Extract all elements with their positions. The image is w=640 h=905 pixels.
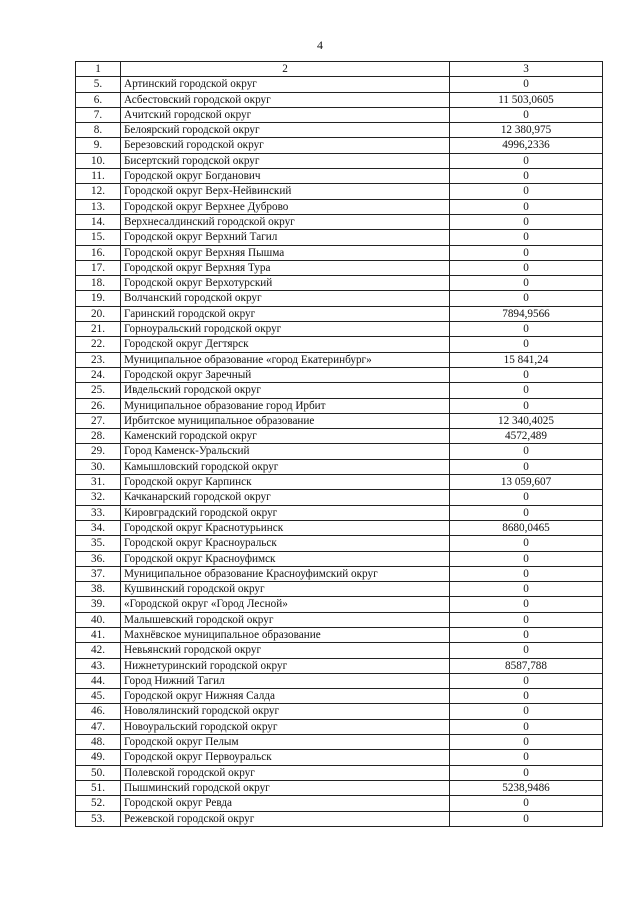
amount-cell: 0 [450,750,603,765]
municipality-name-cell: Пышминский городской округ [121,780,450,795]
row-number-cell: 40. [76,612,121,627]
table-row [76,811,603,826]
table-row [76,582,603,597]
row-number-cell: 24. [76,367,121,382]
amount-cell: 8680,0465 [450,520,603,535]
row-number-cell: 43. [76,658,121,673]
municipality-name-cell: Город Каменск-Уральский [121,444,450,459]
page-number: 4 [317,38,323,52]
municipality-name-cell: Ирбитское муниципальное образование [121,413,450,428]
table-row [76,429,603,444]
amount-cell: 0 [450,107,603,122]
municipality-name-cell: Городской округ Верхний Тагил [121,230,450,245]
row-number-cell: 26. [76,398,121,413]
row-number-cell: 44. [76,673,121,688]
table-row [76,337,603,352]
amount-cell: 0 [450,153,603,168]
table-row [76,536,603,551]
amount-cell: 0 [450,322,603,337]
amount-cell: 7894,9566 [450,306,603,321]
municipality-name-cell: Городской округ Красноуральск [121,536,450,551]
row-number-cell: 11. [76,169,121,184]
amount-cell: 4996,2336 [450,138,603,153]
table-row [76,704,603,719]
amount-cell: 12 380,975 [450,123,603,138]
municipality-name-cell: Качканарский городской округ [121,490,450,505]
municipality-name-cell: Городской округ Краснотурьинск [121,520,450,535]
row-number-cell: 25. [76,383,121,398]
row-number-cell: 33. [76,505,121,520]
municipality-name-cell: Городской округ Богданович [121,169,450,184]
row-number-cell: 51. [76,780,121,795]
municipality-name-cell: Волчанский городской округ [121,291,450,306]
table-row [76,107,603,122]
amount-cell: 0 [450,383,603,398]
table-row [76,306,603,321]
municipality-name-cell: Горноуральский городской округ [121,322,450,337]
table-row [76,169,603,184]
municipality-name-cell: Городской округ Верхотурский [121,276,450,291]
amount-cell: 0 [450,582,603,597]
amount-cell: 0 [450,444,603,459]
table-row [76,627,603,642]
amount-cell: 0 [450,490,603,505]
amount-cell: 11 503,0605 [450,92,603,107]
amount-cell: 0 [450,811,603,826]
municipality-name-cell: Муниципальное образование «город Екатеринбург» [121,352,450,367]
municipality-name-cell: Город Нижний Тагил [121,673,450,688]
table-row [76,505,603,520]
row-number-cell: 37. [76,566,121,581]
amount-cell: 0 [450,689,603,704]
municipality-name-cell: Артинский городской округ [121,77,450,92]
table-row [76,138,603,153]
table-row [76,597,603,612]
row-number-cell: 42. [76,643,121,658]
amount-cell: 0 [450,169,603,184]
amount-cell: 0 [450,673,603,688]
amount-cell: 0 [450,551,603,566]
amount-cell: 0 [450,765,603,780]
municipality-name-cell: Березовский городской округ [121,138,450,153]
table-row [76,643,603,658]
table-row [76,750,603,765]
amount-cell: 0 [450,627,603,642]
row-number-cell: 28. [76,429,121,444]
municipality-name-cell: Городской округ Красноуфимск [121,551,450,566]
row-number-cell: 16. [76,245,121,260]
table-row [76,520,603,535]
amount-cell: 0 [450,505,603,520]
row-number-cell: 15. [76,230,121,245]
table-row [76,444,603,459]
municipality-name-cell: Ивдельский городской округ [121,383,450,398]
municipality-name-cell: Городской округ Верхняя Тура [121,260,450,275]
municipality-name-cell: Верхнесалдинский городской округ [121,214,450,229]
row-number-cell: 10. [76,153,121,168]
row-number-cell: 45. [76,689,121,704]
amount-cell: 5238,9486 [450,780,603,795]
row-number-cell: 31. [76,475,121,490]
table-row [76,475,603,490]
row-number-cell: 13. [76,199,121,214]
municipality-name-cell: Городской округ Верхняя Пышма [121,245,450,260]
amount-cell: 0 [450,566,603,581]
amount-cell: 12 340,4025 [450,413,603,428]
amount-cell: 0 [450,199,603,214]
amount-cell: 0 [450,735,603,750]
row-number-cell: 21. [76,322,121,337]
row-number-cell: 9. [76,138,121,153]
table-row [76,735,603,750]
row-number-cell: 35. [76,536,121,551]
municipality-name-cell: Городской округ Заречный [121,367,450,382]
amount-cell: 13 059,607 [450,475,603,490]
row-number-cell: 50. [76,765,121,780]
table-row [76,92,603,107]
table-row [76,780,603,795]
municipality-name-cell: Городской округ Ревда [121,796,450,811]
header-cell-number: 1 [76,62,121,77]
row-number-cell: 20. [76,306,121,321]
amount-cell: 15 841,24 [450,352,603,367]
table-row [76,276,603,291]
municipality-name-cell: Муниципальное образование Красноуфимский округ [121,566,450,581]
table-row [76,765,603,780]
municipality-name-cell: Кировградский городской округ [121,505,450,520]
amount-cell: 0 [450,612,603,627]
amount-cell: 0 [450,184,603,199]
amount-cell: 0 [450,245,603,260]
municipality-name-cell: Новолялинский городской округ [121,704,450,719]
row-number-cell: 14. [76,214,121,229]
table-row [76,673,603,688]
row-number-cell: 34. [76,520,121,535]
amount-cell: 0 [450,214,603,229]
municipality-name-cell: Нижнетуринский городской округ [121,658,450,673]
row-number-cell: 36. [76,551,121,566]
table-row [76,230,603,245]
amount-cell: 0 [450,291,603,306]
table-row [76,398,603,413]
amount-cell: 0 [450,796,603,811]
table-row [76,383,603,398]
row-number-cell: 41. [76,627,121,642]
municipality-name-cell: Муниципальное образование город Ирбит [121,398,450,413]
header-cell-value: 3 [450,62,603,77]
municipality-name-cell: Гаринский городской округ [121,306,450,321]
municipality-name-cell: Городской округ Нижняя Салда [121,689,450,704]
amount-cell: 0 [450,230,603,245]
table-row [76,352,603,367]
row-number-cell: 46. [76,704,121,719]
table-row [76,123,603,138]
row-number-cell: 39. [76,597,121,612]
row-number-cell: 17. [76,260,121,275]
table-row [76,199,603,214]
row-number-cell: 52. [76,796,121,811]
amount-cell: 0 [450,597,603,612]
table-row [76,214,603,229]
amount-cell: 0 [450,643,603,658]
municipality-name-cell: Городской округ Верх-Нейвинский [121,184,450,199]
row-number-cell: 22. [76,337,121,352]
table-row [76,459,603,474]
municipality-name-cell: Бисертский городской округ [121,153,450,168]
amount-cell: 0 [450,337,603,352]
row-number-cell: 47. [76,719,121,734]
table-row [76,245,603,260]
municipality-name-cell: Белоярский городской округ [121,123,450,138]
table-row [76,719,603,734]
municipality-name-cell: Городской округ Пелым [121,735,450,750]
row-number-cell: 18. [76,276,121,291]
table-header-row [76,62,603,77]
row-number-cell: 27. [76,413,121,428]
allocation-table [75,61,603,827]
table-row [76,291,603,306]
amount-cell: 0 [450,704,603,719]
municipality-name-cell: Малышевский городской округ [121,612,450,627]
table-row [76,612,603,627]
municipality-name-cell: «Городской округ «Город Лесной» [121,597,450,612]
row-number-cell: 32. [76,490,121,505]
municipality-name-cell: Полевской городской округ [121,765,450,780]
row-number-cell: 29. [76,444,121,459]
amount-cell: 8587,788 [450,658,603,673]
row-number-cell: 5. [76,77,121,92]
table-row [76,413,603,428]
table-row [76,566,603,581]
municipality-name-cell: Ачитский городской округ [121,107,450,122]
table-row [76,689,603,704]
municipality-name-cell: Городской округ Дегтярск [121,337,450,352]
amount-cell: 0 [450,77,603,92]
row-number-cell: 19. [76,291,121,306]
row-number-cell: 38. [76,582,121,597]
table-row [76,551,603,566]
amount-cell: 4572,489 [450,429,603,444]
row-number-cell: 12. [76,184,121,199]
amount-cell: 0 [450,276,603,291]
municipality-name-cell: Режевской городской округ [121,811,450,826]
table-row [76,796,603,811]
municipality-name-cell: Камышловский городской округ [121,459,450,474]
municipality-name-cell: Невьянский городской округ [121,643,450,658]
table-row [76,77,603,92]
table-body [76,62,603,827]
table-row [76,490,603,505]
row-number-cell: 8. [76,123,121,138]
amount-cell: 0 [450,260,603,275]
amount-cell: 0 [450,367,603,382]
row-number-cell: 6. [76,92,121,107]
row-number-cell: 48. [76,735,121,750]
table-row [76,322,603,337]
municipality-name-cell: Каменский городской округ [121,429,450,444]
row-number-cell: 30. [76,459,121,474]
municipality-name-cell: Махнёвское муниципальное образование [121,627,450,642]
row-number-cell: 53. [76,811,121,826]
municipality-name-cell: Городской округ Первоуральск [121,750,450,765]
municipality-name-cell: Новоуральский городской округ [121,719,450,734]
table-row [76,184,603,199]
table-row [76,658,603,673]
table-row [76,367,603,382]
municipality-name-cell: Кушвинский городской округ [121,582,450,597]
row-number-cell: 7. [76,107,121,122]
amount-cell: 0 [450,459,603,474]
amount-cell: 0 [450,398,603,413]
amount-cell: 0 [450,536,603,551]
municipality-name-cell: Городской округ Верхнее Дуброво [121,199,450,214]
municipality-name-cell: Городской округ Карпинск [121,475,450,490]
table-row [76,260,603,275]
row-number-cell: 49. [76,750,121,765]
municipality-name-cell: Асбестовский городской округ [121,92,450,107]
header-cell-name: 2 [121,62,450,77]
amount-cell: 0 [450,719,603,734]
row-number-cell: 23. [76,352,121,367]
table-row [76,153,603,168]
